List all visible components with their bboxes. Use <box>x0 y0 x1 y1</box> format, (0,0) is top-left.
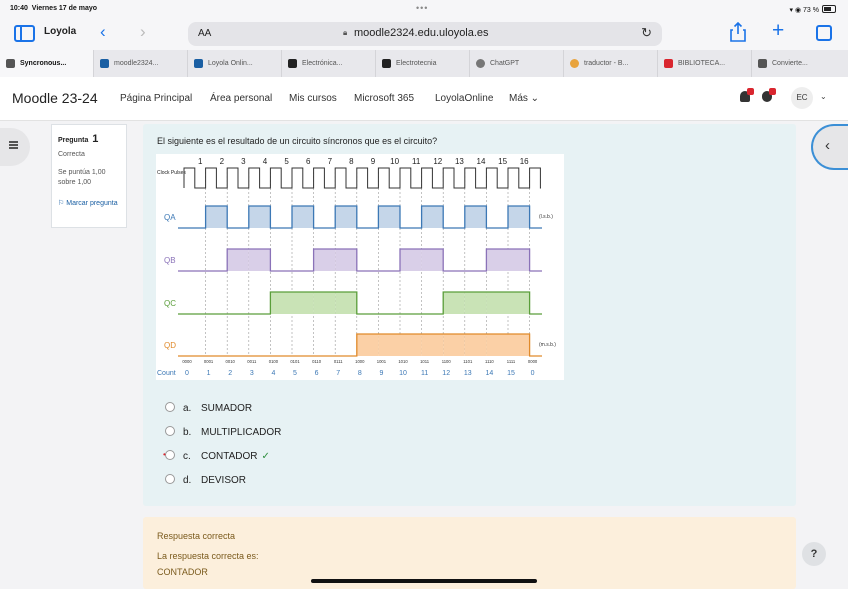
lock-icon: 🔒︎ <box>343 28 348 37</box>
count-value: 14 <box>485 370 494 377</box>
pulse-number: 16 <box>519 157 529 166</box>
count-value: 11 <box>420 370 429 377</box>
tab-group-name[interactable]: Loyola <box>44 26 77 37</box>
messages-icon[interactable] <box>762 91 772 102</box>
signal-fill <box>508 249 530 271</box>
answer-option-b[interactable]: b. MULTIPLICADOR <box>165 426 281 438</box>
browser-tab[interactable]: Electrónica... <box>282 50 376 77</box>
question-number: Pregunta 1 <box>58 133 99 145</box>
answer-option-a[interactable]: a. SUMADOR <box>165 402 252 414</box>
signal-note: (m.s.b.) <box>539 342 556 348</box>
signal-waveform <box>178 206 542 228</box>
binary-value: 0001 <box>203 359 214 364</box>
count-value: 0 <box>530 370 535 377</box>
menu-icon <box>9 141 18 149</box>
count-value: 15 <box>507 370 515 377</box>
clock-waveform <box>184 168 541 188</box>
binary-value: 0111 <box>333 359 343 364</box>
tab-favicon <box>476 59 485 68</box>
pulse-number: 9 <box>370 157 376 166</box>
tab-favicon <box>194 59 203 68</box>
back-button[interactable]: ‹ <box>100 22 106 41</box>
battery-icon <box>822 5 836 13</box>
home-indicator <box>311 579 537 583</box>
question-grade: Se puntúa 1,00 sobre 1,00 <box>58 169 106 186</box>
count-value: 8 <box>357 370 362 377</box>
signal-fill <box>486 334 508 356</box>
count-value: 1 <box>206 370 211 377</box>
binary-value: 1101 <box>463 359 473 364</box>
browser-tab[interactable]: Syncronous... <box>0 50 94 77</box>
browser-tab[interactable]: traductor - B... <box>564 50 658 77</box>
binary-value: 1011 <box>420 359 430 364</box>
nav-link-my-courses[interactable]: Mis cursos <box>289 93 337 104</box>
signal-fill <box>400 249 422 271</box>
status-time: 10:40 Viernes 17 de mayo <box>10 5 98 12</box>
signal-fill <box>314 292 336 314</box>
clock-label: Clock Pulses <box>157 170 186 176</box>
flag-icon: ⚐ <box>58 200 65 207</box>
tab-favicon <box>758 59 767 68</box>
answer-option-d[interactable]: d. DEVISOR <box>165 474 246 486</box>
answer-option-c[interactable]: • c. CONTADOR ✓ <box>163 450 270 462</box>
count-value: 0 <box>185 370 189 377</box>
pulse-number: 5 <box>284 157 289 166</box>
binary-value: 0010 <box>225 359 235 364</box>
course-index-toggle[interactable] <box>0 128 30 166</box>
nav-link-dashboard[interactable]: Área personal <box>210 93 273 104</box>
nav-link-home[interactable]: Página Principal <box>120 93 193 104</box>
site-brand[interactable]: Moodle 23-24 <box>12 90 98 106</box>
correct-check-icon: ✓ <box>261 451 270 462</box>
reload-icon[interactable]: ↻ <box>641 25 652 40</box>
browser-tab[interactable]: Electrotecnia <box>376 50 470 77</box>
flag-question-link[interactable]: ⚐ Marcar pregunta <box>58 200 118 207</box>
feedback-lead: La respuesta correcta es: <box>157 551 259 561</box>
signal-fill <box>422 206 444 228</box>
binary-value: 0101 <box>290 359 300 364</box>
signal-fill <box>443 334 465 356</box>
signal-fill <box>335 206 357 228</box>
binary-value: 0011 <box>247 359 257 364</box>
signal-fill <box>249 206 271 228</box>
signal-fill <box>206 206 228 228</box>
signal-fill <box>292 206 314 228</box>
signal-fill <box>335 249 357 271</box>
count-value: 4 <box>271 370 276 377</box>
text-size-button[interactable]: AA <box>198 28 212 39</box>
signal-label: QA <box>164 213 176 222</box>
timing-diagram-svg <box>156 154 564 380</box>
address-bar[interactable] <box>188 22 662 46</box>
binary-value: 0100 <box>268 359 279 364</box>
status-bar <box>0 0 848 18</box>
question-text: El siguiente es el resultado de un circuito síncronos que es el circuito? <box>157 136 438 146</box>
pulse-number: 2 <box>219 157 225 166</box>
timing-diagram <box>156 154 564 380</box>
signal-fill <box>486 292 508 314</box>
count-value: 9 <box>379 370 384 377</box>
help-button[interactable]: ? <box>802 542 826 566</box>
signal-fill <box>357 334 379 356</box>
answer-radio[interactable] <box>165 450 175 460</box>
new-tab-icon[interactable]: + <box>772 19 785 42</box>
count-value: 2 <box>228 370 233 377</box>
signal-fill <box>486 249 508 271</box>
pulse-number: 15 <box>498 157 508 166</box>
status-indicators: ▾ ◉ 73 % <box>790 5 837 14</box>
tab-favicon <box>6 59 15 68</box>
signal-fill <box>378 206 400 228</box>
question-state: Correcta <box>58 151 85 158</box>
nav-link-microsoft-365[interactable]: Microsoft 365 <box>354 93 415 104</box>
notifications-icon[interactable] <box>740 91 750 102</box>
count-label: Count <box>157 370 176 377</box>
nav-link-loyola-online[interactable]: LoyolaOnline <box>435 93 494 104</box>
signal-fill <box>465 334 487 356</box>
browser-tab[interactable]: ChatGPT <box>470 50 564 77</box>
signal-fill <box>378 334 400 356</box>
multitask-dots[interactable]: ••• <box>416 3 429 13</box>
answer-radio[interactable] <box>165 402 175 412</box>
signal-fill <box>443 292 465 314</box>
signal-label: QC <box>164 299 176 308</box>
pulse-number: 6 <box>305 157 311 166</box>
signal-fill <box>249 249 271 271</box>
answer-label: MULTIPLICADOR <box>201 427 282 438</box>
forward-button[interactable]: › <box>140 22 146 41</box>
pulse-number: 13 <box>454 157 464 166</box>
tab-favicon <box>100 59 109 68</box>
nav-link-more[interactable]: Más ⌄ <box>509 93 540 104</box>
count-value: 5 <box>293 370 297 377</box>
tab-favicon <box>570 59 579 68</box>
binary-value: 1110 <box>485 359 494 364</box>
pulse-number: 10 <box>390 157 400 166</box>
signal-fill <box>465 292 487 314</box>
feedback-answer: CONTADOR <box>157 567 208 577</box>
tab-favicon <box>382 59 391 68</box>
browser-tab[interactable]: Loyola Onlin... <box>188 50 282 77</box>
signal-fill <box>508 334 530 356</box>
question-info <box>51 124 127 228</box>
url-text[interactable]: moodle2324.edu.uloyola.es <box>354 27 489 39</box>
question-card <box>143 124 796 506</box>
pulse-number: 4 <box>262 157 268 166</box>
count-value: 13 <box>463 370 472 377</box>
signal-fill <box>508 292 530 314</box>
chevron-down-icon[interactable]: ⌄ <box>820 92 827 101</box>
signal-label: QD <box>164 341 176 350</box>
message-badge <box>769 88 776 95</box>
count-value: 12 <box>442 370 451 377</box>
tab-favicon <box>664 59 673 68</box>
pulse-number: 7 <box>327 157 333 166</box>
answer-label: CONTADOR <box>201 451 258 462</box>
signal-note: (l.s.b.) <box>539 214 553 220</box>
count-value: 10 <box>399 370 407 377</box>
notification-badge <box>747 88 754 95</box>
signal-label: QB <box>164 256 176 265</box>
signal-fill <box>227 249 249 271</box>
signal-fill <box>508 206 530 228</box>
pulse-number: 8 <box>349 157 354 166</box>
tab-strip <box>0 50 848 78</box>
browser-toolbar <box>0 18 848 50</box>
share-icon[interactable] <box>730 22 746 47</box>
moodle-navbar <box>0 77 848 121</box>
count-value: 6 <box>314 370 319 377</box>
pulse-number: 1 <box>197 157 203 166</box>
binary-value: 1111 <box>506 359 516 364</box>
binary-value: 0110 <box>312 359 322 364</box>
count-value: 3 <box>249 370 254 377</box>
pulse-number: 11 <box>412 157 421 166</box>
pulse-number: 12 <box>433 157 443 166</box>
signal-fill <box>465 206 487 228</box>
binary-value: 1100 <box>441 359 451 364</box>
browser-tab[interactable]: Convierte... <box>752 50 848 77</box>
binary-value: 0000 <box>182 359 192 364</box>
feedback-title: Respuesta correcta <box>157 531 236 541</box>
sidebar-toggle-icon[interactable] <box>14 25 35 42</box>
tab-favicon <box>288 59 297 68</box>
signal-fill <box>314 249 336 271</box>
answer-radio[interactable] <box>165 474 175 484</box>
pulse-number: 3 <box>241 157 246 166</box>
signal-fill <box>422 249 444 271</box>
answer-label: SUMADOR <box>201 403 253 414</box>
answer-radio[interactable] <box>165 426 175 436</box>
chevron-left-icon: ‹ <box>825 137 830 154</box>
tab-overview-icon[interactable] <box>816 25 832 41</box>
user-avatar[interactable]: EC <box>791 87 813 109</box>
selected-marker: • <box>163 450 166 459</box>
signal-fill <box>292 292 314 314</box>
binary-value: 1010 <box>398 359 408 364</box>
answer-label: DEVISOR <box>201 475 247 486</box>
binary-value: 1000 <box>355 359 365 364</box>
count-value: 7 <box>336 370 341 377</box>
browser-tab[interactable]: moodle2324... <box>94 50 188 77</box>
pulse-number: 14 <box>476 157 486 166</box>
signal-fill <box>422 334 444 356</box>
signal-fill <box>270 292 292 314</box>
signal-fill <box>400 334 422 356</box>
block-drawer-toggle[interactable] <box>811 124 848 170</box>
binary-value: 0000 <box>527 359 538 364</box>
binary-value: 1001 <box>376 359 387 364</box>
signal-fill <box>335 292 357 314</box>
browser-tab[interactable]: BIBLIOTECA... <box>658 50 752 77</box>
